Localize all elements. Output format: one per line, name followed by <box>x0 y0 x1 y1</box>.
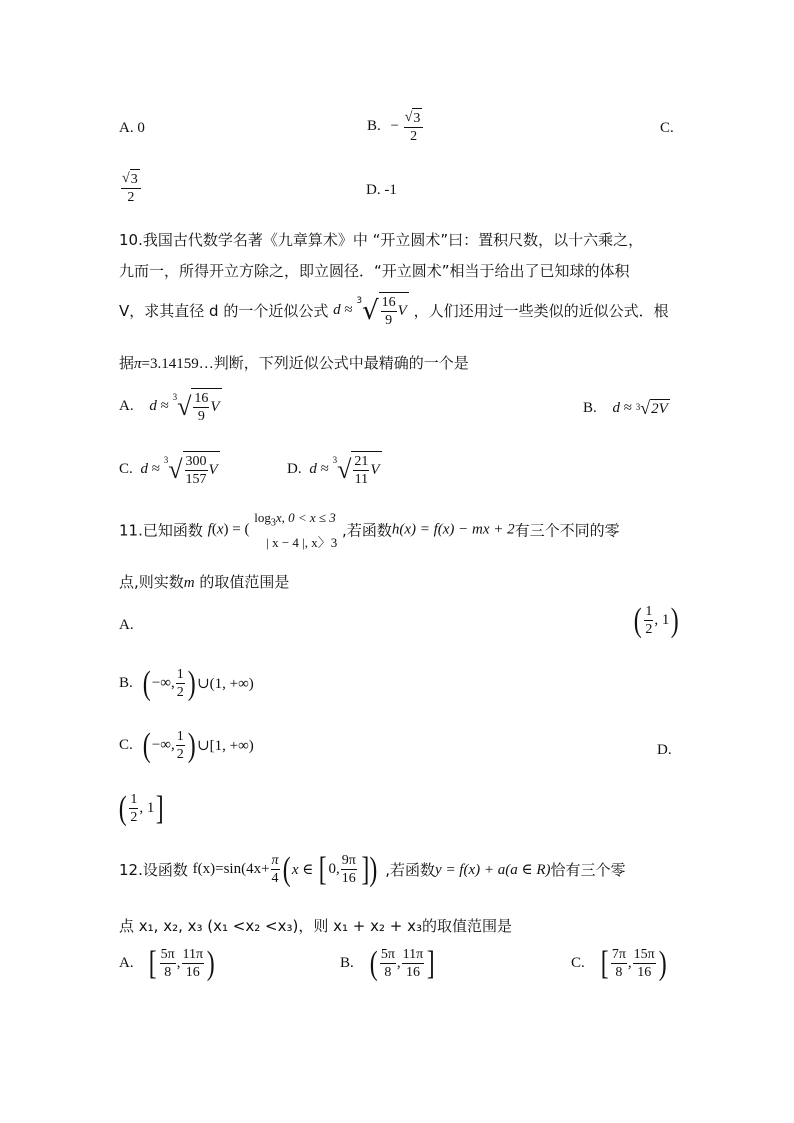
q12-line-1: 12.设函数 f(x)=sin(4x+ $\frac{\pi}{4}$ ( x ∈ [ 0, $\frac{9\pi}{16}$ ]) ,若函数y = f(x) + a(a ∈ R)恰有三个零 <box>119 850 626 888</box>
q12-line-2: 点 x₁, x₂, x₃ (x₁ <x₂ <x₃)，则 x₁ + x₂ + x₃的取值范围是 <box>119 917 512 935</box>
q12-option-c: C. [ $\frac{7\pi}{8}$ , $\frac{15\pi}{16}$ ) <box>571 944 667 982</box>
q10-option-d: D. d ≈ $^3$√ $\frac{21}{11}$ V <box>287 451 382 488</box>
q11-option-c: C. ( −∞, $\frac{1}{2}$ ) ∪[1, +∞) <box>119 726 254 764</box>
q9-option-b-label: B. <box>367 117 381 134</box>
q11-option-d-label: D. <box>657 742 672 758</box>
q11-option-d-interval: ( $\frac{1}{2}$ , 1] <box>118 789 164 827</box>
q10-line-2: 九而一，所得开立方除之，即立圆径．“开立圆术”相当于给出了已知球的体积 <box>119 262 630 280</box>
q10-line-4: 据π=3.14159…判断，下列近似公式中最精确的一个是 <box>119 354 469 372</box>
q9-option-b: B. − $\frac{√3}{2}$ <box>367 108 424 145</box>
q12-option-b: B. ( $\frac{5\pi}{8}$ , $\frac{11\pi}{16}$ ] <box>340 944 435 982</box>
q11-option-b: B. ( −∞, $\frac{1}{2}$ ) ∪(1, +∞) <box>119 664 254 702</box>
q9-option-d: D. -1 <box>366 182 397 198</box>
q11-option-a-label: A. <box>119 617 134 633</box>
q10-option-b: B. d ≈ $^3$√2V <box>583 398 668 418</box>
q11-option-a-interval: ( $\frac{1}{2}$ , 1) <box>633 601 679 639</box>
q11-line-1: 11.已知函数 f(x) = ( $\log_3x$, 0 < x ≤ 3 | x − 4 |, x〉3 ,若函数h(x) = f(x) − mx + 2有三个不同的零 <box>119 510 620 550</box>
q11-piecewise: $\log_3x$, 0 < x ≤ 3 | x − 4 |, x〉3 <box>254 510 338 550</box>
q9-option-b-fraction: $\frac{√3}{2}$ <box>404 108 424 145</box>
q9-option-c-label: C. <box>660 120 674 136</box>
q10-option-a: A. d ≈ $^3$√ $\frac{16}{9}$ V <box>119 388 222 425</box>
q12-option-a: A. [ $\frac{5\pi}{8}$ , $\frac{11\pi}{16}$ ) <box>119 944 215 982</box>
q9-option-a: A. 0 <box>119 120 145 136</box>
q10-line-1: 10.我国古代数学名著《九章算术》中 “开立圆术”曰：置积尺数，以十六乘之， <box>119 231 644 249</box>
q11-line-2: 点,则实数m 的取值范围是 <box>119 573 290 591</box>
q9-option-c-fraction: $\frac{√3}{2}$ <box>120 169 142 206</box>
q10-line-3: V，求其直径 d 的一个近似公式 d ≈ $^3$√ $\frac{16}{9}$ V ，人们还用过一些类似的近似公式．根 <box>119 292 669 329</box>
q10-option-c: C. d ≈ $^3$√ $\frac{300}{157}$ V <box>119 451 220 488</box>
